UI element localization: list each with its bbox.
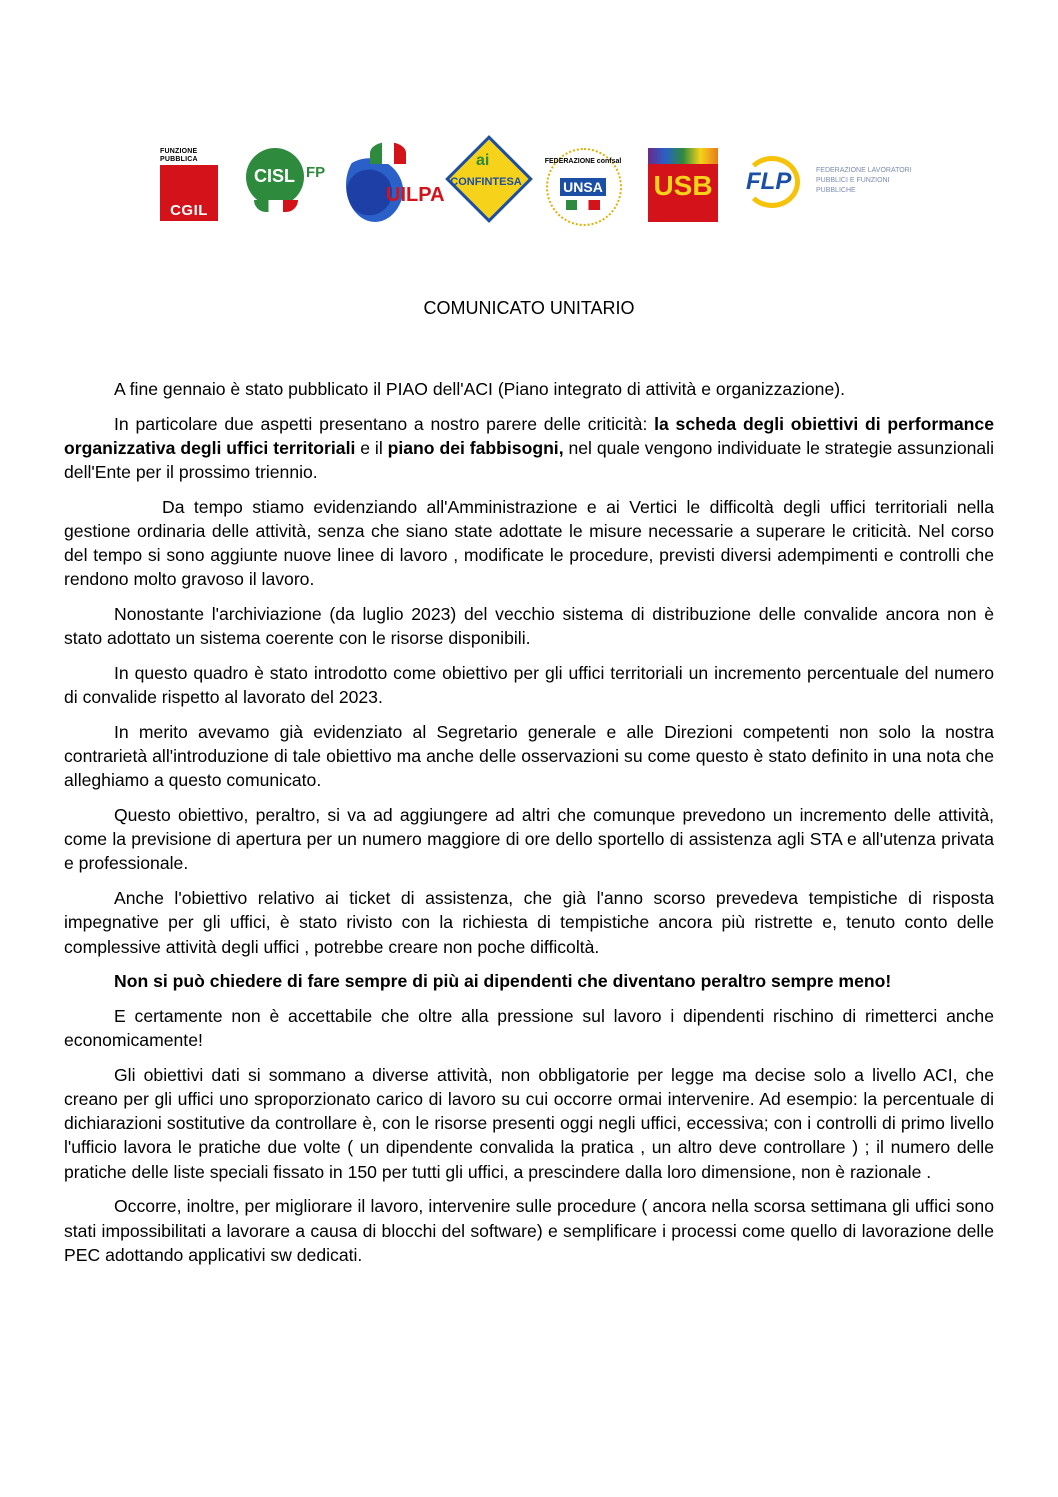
confintesa-logo: ai CONFINTESA — [446, 140, 524, 226]
cgil-name: CGIL — [170, 202, 208, 219]
highlight-scheda: la scheda degli obiettivi di performance organizzativa degli uffici territoriali — [64, 413, 994, 458]
cgil-fp-logo — [160, 148, 222, 224]
paragraph-6: In merito avevamo già evidenziato al Segretario generale e alle Direzioni competenti non solo la nostra contrarietà all'introduzione di tale obiettivo ma anche delle osservazioni su come questo è stato definito in una nota che alleghiamo a questo comunicato. — [64, 721, 994, 791]
paragraph-8: Anche l'obiettivo relativo ai ticket di assistenza, che già l'anno scorso prevedeva tempistiche di risposta impegnative per gli uffici, è stato rivisto con la richiesta di tempistiche ancora più ristrette e, tenuto conto delle complessive attività degli uffici , potrebbe creare non poche difficoltà. — [64, 888, 994, 957]
paragraph-11: Gli obiettivi dati si sommano a diverse attività, non obbligatorie per legge ma decise solo a livello ACI, che creano per gli uffici uno sproporzionato carico di lavoro su cui occorre ormai intervenire. Ad esempio: la percentuale di dichiarazioni sostitutive da controllare è, con le risorse presenti oggi negli uffici, eccessiva; con i controlli di primo livello l'ufficio lavora le pratiche due volte ( un dipendente convalida la pratica , un altro deve controllare ) ; il numero delle pratiche delle liste speciali fissato in 150 per tutti gli uffici, a prescindere dalla loro dimensione, non è razionale . — [64, 1064, 994, 1182]
paragraph-10: E certamente non è accettabile che oltre alla pressione sul lavoro i dipendenti rischino di rimetterci anche economicamente! — [64, 1005, 994, 1051]
cisl-fp-logo — [246, 144, 336, 224]
cgil-fp-label: FUNZIONE PUBBLICA — [160, 148, 198, 163]
unsa-logo — [542, 148, 624, 228]
highlight-piano: piano dei fabbisogni, — [387, 437, 564, 458]
paragraph-9: Non si può chiedere di fare sempre di più ai dipendenti che diventano peraltro sempre meno! — [114, 971, 892, 992]
cisl-name: CISL — [254, 166, 296, 186]
paragraph-4: Nonostante l'archiviazione (da luglio 2023) del vecchio sistema di distribuzione delle convalide ancora non è stato adottato un sistema coerente con le risorse disponibili. — [64, 604, 994, 649]
flp-subtitle: FEDERAZIONE LAVORATORI PUBBLICI E FUNZIONI PUBBLICHE — [816, 167, 912, 194]
document-title: COMUNICATO UNITARIO — [423, 298, 635, 318]
cisl-suffix: FP — [306, 164, 326, 181]
uilpa-name: UILPA — [386, 184, 445, 206]
paragraph-7: Questo obiettivo, peraltro, si va ad aggiungere ad altri che comunque prevedono un incremento delle attività, come la previsione di apertura per un numero maggiore di ore dello sportello di assistenza agli STA e all'utenza privata e professionale. — [64, 805, 994, 874]
usb-name: USB — [653, 170, 713, 201]
unsa-label: FEDERAZIONE confsal — [544, 158, 622, 165]
paragraph-12: Occorre, inoltre, per migliorare il lavoro, intervenire sulle procedure ( ancora nella scorsa settimana gli uffici sono stati impossibilitati a lavorare a causa di blocchi del software) e semplificare i processi come quello di lavorazione delle PEC adottando applicativi sw dedicati. — [64, 1196, 994, 1265]
confintesa-name: CONFINTESA — [450, 176, 522, 188]
flp-name: FLP — [746, 168, 792, 195]
paragraph-2: In particolare due aspetti presentano a nostro parere delle criticità: la scheda degli obiettivi di performance organizzativa degli uffici territoriali e il piano dei fabbisogni, nel quale vengono individuate le strategie assunzionali dell'Ente per il prossimo triennio. — [64, 413, 994, 483]
paragraph-5: In questo quadro è stato introdotto come obiettivo per gli uffici territoriali un incremento percentuale del numero di convalide rispetto al lavorato del 2023. — [64, 663, 994, 708]
paragraph-3: Da tempo stiamo evidenziando all'Amministrazione e ai Vertici le difficoltà degli uffici territoriali nella gestione ordinaria delle attività, senza che siano state adottate le misure necessarie a superare le criticità. Nel corso del tempo si sono aggiunte nuove linee di lavoro , modificate le procedure, previsti diversi adempimenti e controlli che rendono molto gravoso il lavoro. — [64, 496, 994, 590]
usb-logo — [648, 148, 718, 222]
paragraph-1: A fine gennaio è stato pubblicato il PIAO dell'ACI (Piano integrato di attività e organizzazione). — [114, 379, 845, 399]
unsa-name: UNSA — [560, 178, 606, 196]
uilpa-logo — [346, 142, 445, 224]
document-body — [64, 377, 994, 1278]
union-logos-strip — [150, 138, 910, 238]
flp-logo — [744, 156, 914, 212]
